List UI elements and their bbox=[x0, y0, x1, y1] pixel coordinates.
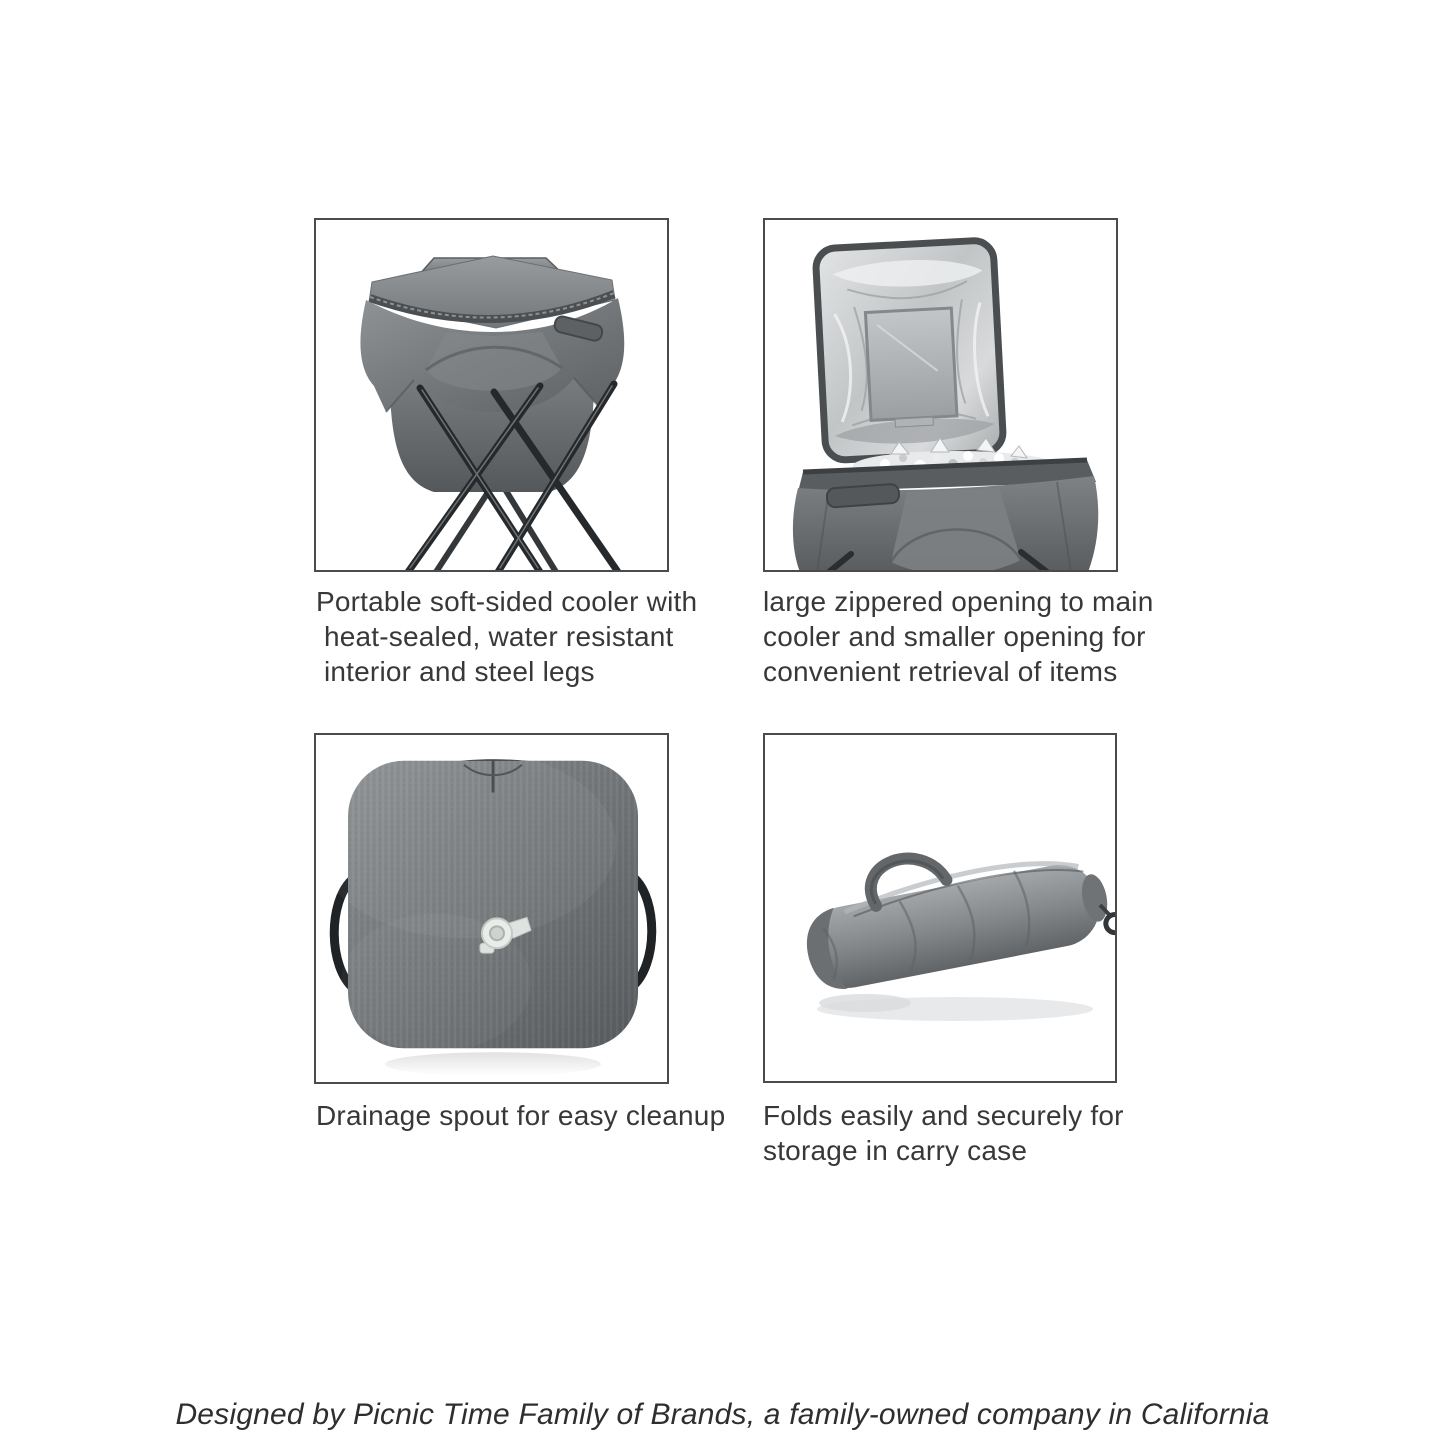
caption-line: storage in carry case bbox=[763, 1135, 1028, 1166]
caption-carry-case bbox=[763, 1098, 1193, 1168]
caption-line: Folds easily and securely for bbox=[763, 1100, 1124, 1131]
panel-frame-cooler-bottom bbox=[314, 733, 669, 1084]
panel-frame-open-cooler bbox=[763, 218, 1118, 572]
caption-cooler-bottom bbox=[316, 1098, 746, 1133]
cooler-bottom-photo bbox=[316, 735, 667, 1082]
caption-line: Portable soft-sided cooler with bbox=[316, 586, 698, 617]
caption-line: cooler and smaller opening for bbox=[763, 621, 1146, 652]
carry-case-photo bbox=[765, 735, 1115, 1081]
panel-frame-carry-case bbox=[763, 733, 1117, 1083]
caption-cooler-on-stand bbox=[316, 584, 746, 689]
caption-line: convenient retrieval of items bbox=[763, 656, 1118, 687]
panel-frame-cooler-on-stand bbox=[314, 218, 669, 572]
cooler-on-stand-photo bbox=[316, 220, 667, 570]
caption-line: Drainage spout for easy cleanup bbox=[316, 1100, 726, 1131]
caption-line: interior and steel legs bbox=[316, 656, 595, 687]
footer-brand-line: Designed by Picnic Time Family of Brands, a family-owned company in California bbox=[175, 1398, 1270, 1431]
open-cooler-photo bbox=[765, 220, 1116, 570]
caption-line: heat-sealed, water resistant bbox=[316, 621, 674, 652]
caption-open-cooler bbox=[763, 584, 1193, 689]
caption-line: large zippered opening to main bbox=[763, 586, 1154, 617]
